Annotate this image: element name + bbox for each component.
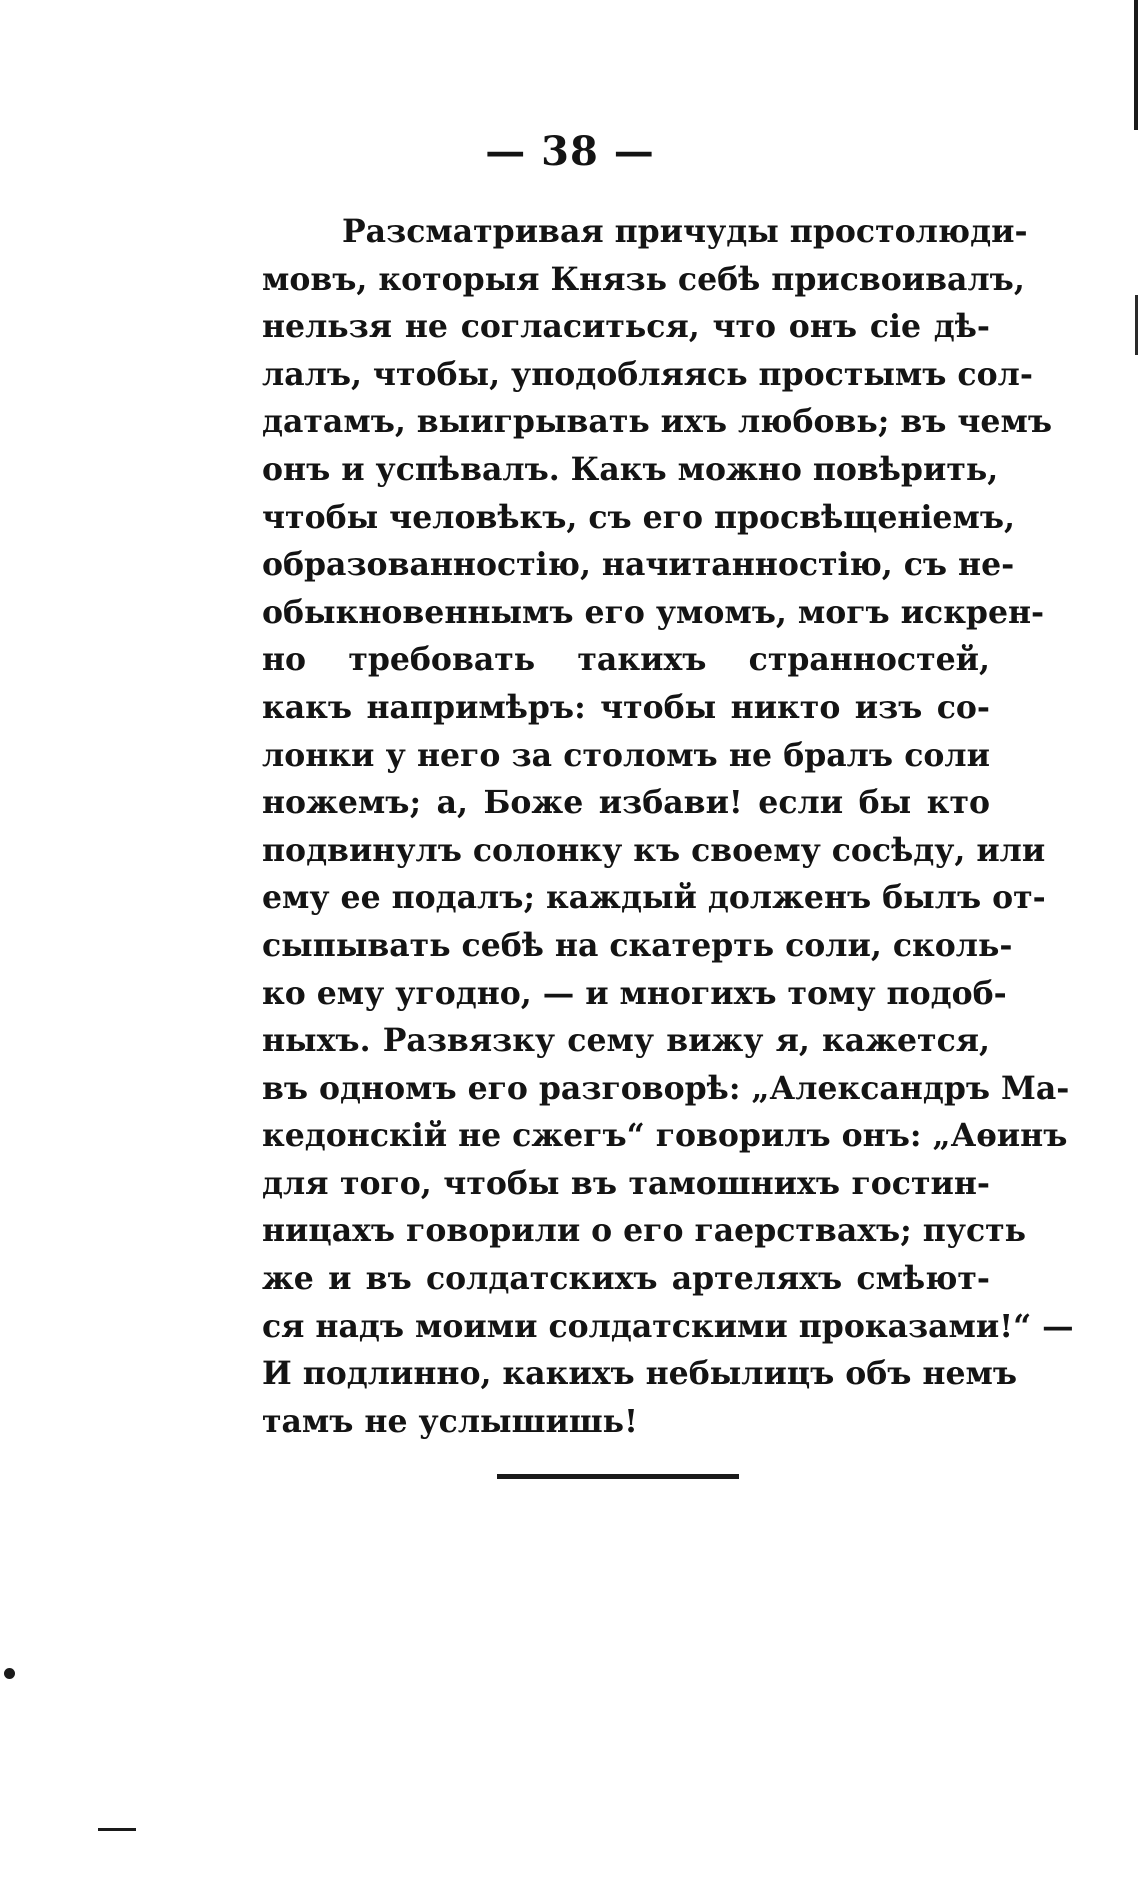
text-line: лонки у него за столомъ не бралъ соли [262, 736, 990, 774]
text-line: какъ напримѣръ: чтобы никто изъ со- [262, 688, 990, 726]
section-end-rule [497, 1474, 739, 1479]
text-line: ся надъ моими солдатскими проказами!“ — [262, 1307, 1074, 1345]
text-line: же и въ солдатскихъ артеляхъ смѣют- [262, 1260, 990, 1298]
text-line: въ одномъ его разговорѣ: „Александръ Ма- [262, 1069, 1070, 1107]
text-line: датамъ, выигрывать ихъ любовь; въ чемъ [262, 403, 1052, 441]
text-line: но требовать такихъ странностей, [262, 641, 990, 679]
margin-ink-dot [4, 1668, 15, 1679]
text-line: мовъ, которыя Князь себѣ присвоивалъ, [262, 260, 1025, 298]
text-line: И подлинно, какихъ небылицъ объ немъ [262, 1355, 1018, 1393]
body-paragraph [262, 208, 1074, 1445]
text-line: ножемъ; а, Боже избави! если бы кто [262, 784, 990, 822]
margin-ink-dash [98, 1828, 136, 1831]
text-line: чтобы человѣкъ, съ его просвѣщеніемъ, [262, 498, 1015, 536]
page-edge-shadow [1134, 0, 1138, 130]
page-number: — 38 — [485, 128, 655, 175]
text-line: ницахъ говорили о его гаерствахъ; пусть [262, 1212, 1027, 1250]
text-line: кедонскій не сжегъ“ говорилъ онъ: „Аѳинъ [262, 1117, 1068, 1155]
text-line: нельзя не согласиться, что онъ сіе дѣ- [262, 308, 990, 346]
text-line: ему ее подалъ; каждый долженъ былъ от- [262, 879, 1046, 917]
text-line: для того, чтобы въ тамошнихъ гостин- [262, 1164, 990, 1202]
text-line: ныхъ. Развязку сему вижу я, кажется, [262, 1022, 990, 1060]
text-line: Разсматривая причуды простолюди- [342, 213, 1028, 250]
text-line: онъ и успѣвалъ. Какъ можно повѣрить, [262, 450, 999, 488]
page-edge-mark [1135, 295, 1138, 355]
text-line: обыкновеннымъ его умомъ, могъ искрен- [262, 593, 1045, 631]
text-line: сыпывать себѣ на скатерть соли, сколь- [262, 926, 1013, 964]
text-line: тамъ не услышишь! [262, 1402, 638, 1440]
text-line: лалъ, чтобы, уподобляясь простымъ сол- [262, 355, 1033, 393]
text-line: ко ему угодно, — и многихъ тому подоб- [262, 974, 1007, 1012]
text-line: подвинулъ солонку къ своему сосѣду, или [262, 831, 1046, 869]
text-line: образованностію, начитанностію, съ не- [262, 546, 1015, 584]
